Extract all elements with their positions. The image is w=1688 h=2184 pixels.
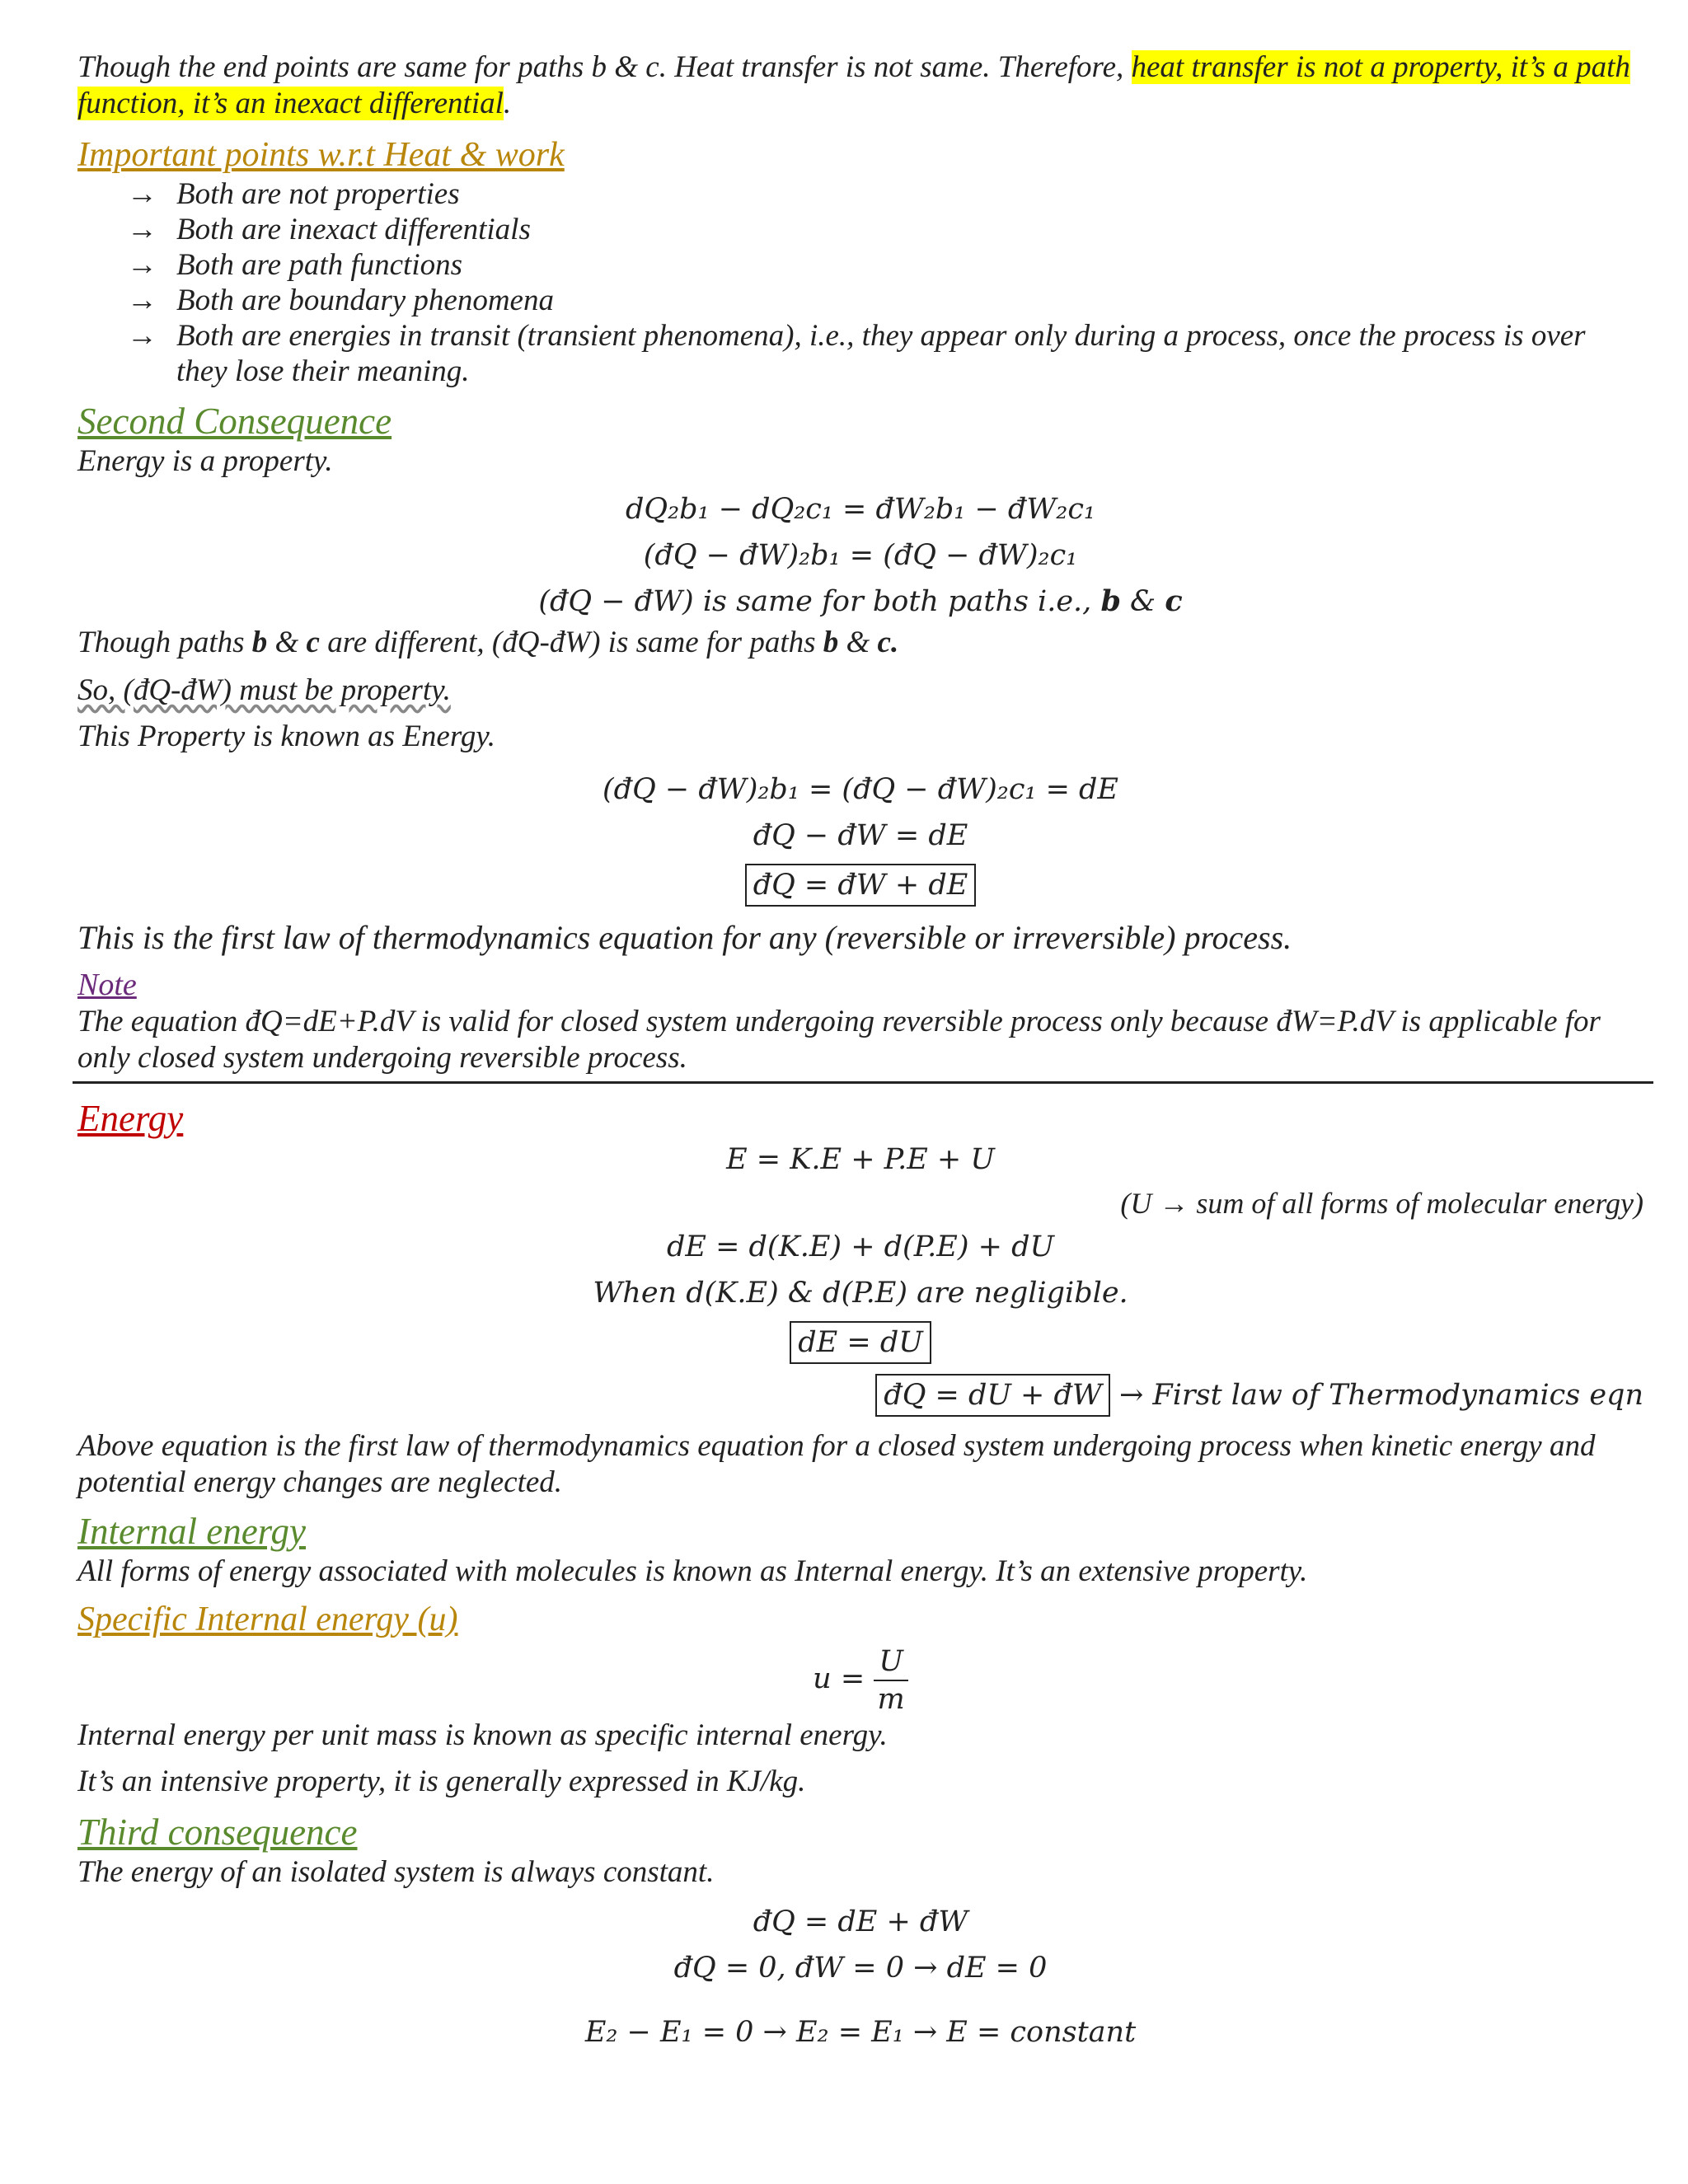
specific-text: Internal energy per unit mass is known as specific internal energy. [77, 1718, 888, 1752]
equation: E₂ − E₁ = 0 → E₂ = E₁ → E = constant [584, 2015, 1137, 2049]
equation: đQ = dE + đW [753, 1905, 968, 1938]
energy-text: Above equation is the first law of thermodynamics equation for a closed system undergoing process when kinetic energy and potential energy changes are neglected. [77, 1429, 1596, 1499]
internal-energy-text: All forms of energy associated with molecules is known as Internal energy. It’s an extensive property. [77, 1554, 1308, 1588]
specific-internal-energy-heading: Specific Internal energy (u) [77, 1601, 458, 1638]
fraction-equation: u = $\frac{U}{m}$ [77, 1641, 1643, 1718]
intensive-text: It’s an intensive property, it is generally expressed in KJ/kg. [77, 1764, 806, 1798]
equation: đQ = 0, đW = 0 → dE = 0 [673, 1951, 1048, 1985]
intro-end: . [503, 87, 512, 120]
third-consequence-heading: Third consequence [77, 1811, 358, 1853]
energy-heading: Energy [77, 1098, 184, 1139]
list-item: → Both are boundary phenomena [127, 284, 554, 317]
boxed-equation: dE = dU [77, 1319, 1643, 1366]
note-text: The equation đQ=dE+P.dV is valid for closed system undergoing reversible process only because đW=P.dV is applicable for only closed system undergoing reversible process. [77, 1005, 1601, 1075]
equation: (đQ − đW) is same for both paths i.e., b & c [538, 584, 1183, 618]
highlighted-text: heat transfer is not a property, it’s a path function, it’s an inexact differential [77, 50, 1630, 120]
energy-property-text: This Property is known as Energy. [77, 719, 496, 753]
paths-text: Though paths b & c are different, (đQ-đW) is same for paths b & c. [77, 626, 899, 659]
list-item: → Both are not properties [127, 177, 460, 211]
equation: dE = d(K.E) + d(P.E) + dU [667, 1230, 1054, 1263]
equation: (đQ − đW)₂b₁ = (đQ − đW)₂c₁ [643, 539, 1078, 572]
boxed-equation: đQ = đW + dE [77, 862, 1643, 908]
list-item: → Both are inexact differentials [127, 213, 531, 246]
important-points-heading: Important points w.r.t Heat & work [77, 136, 565, 174]
equation: When d(K.E) & d(P.E) are negligible. [593, 1277, 1128, 1310]
note-heading: Note [77, 968, 137, 1002]
important-points-list [77, 176, 1643, 389]
first-law-equation: đQ = dU + đW → First law of Thermodynamics eqn [77, 1372, 1643, 1418]
equation-annotation: (U → sum of all forms of molecular energy) [1120, 1187, 1643, 1220]
arrow-icon: → [127, 248, 157, 282]
list-item: → Both are energies in transit (transient phenomena), i.e., they appear only during a process, once the process is over they lose their meaning. [127, 319, 1586, 388]
third-text: The energy of an isolated system is always constant. [77, 1854, 715, 1889]
arrow-icon: → [127, 177, 157, 211]
document-page [77, 49, 1643, 2055]
equation: (đQ − đW)₂b₁ = (đQ − đW)₂c₁ = dE [603, 773, 1118, 806]
internal-energy-heading: Internal energy [77, 1511, 306, 1552]
equation: E = K.E + P.E + U [726, 1143, 995, 1176]
arrow-icon: → [127, 213, 157, 246]
divider [73, 1081, 1653, 1084]
intro-text: Though the end points are same for paths b & c. Heat transfer is not same. Therefore, [77, 50, 1132, 84]
list-item: → Both are path functions [127, 248, 463, 282]
arrow-icon: → [127, 284, 157, 317]
intro-paragraph [77, 49, 1643, 122]
equation: dQ₂b₁ − dQ₂c₁ = đW₂b₁ − đW₂c₁ [626, 493, 1095, 526]
fraction: $\frac{U}{m}$ [874, 1643, 908, 1718]
arrow-icon: → [127, 319, 157, 353]
equation: đQ − đW = dE [753, 819, 968, 852]
first-law-conclusion: This is the first law of thermodynamics equation for any (reversible or irreversible) process. [77, 919, 1292, 956]
property-text: So, (đQ-đW) must be property. [77, 673, 451, 707]
second-consequence-heading: Second Consequence [77, 401, 392, 442]
second-statement: Energy is a property. [77, 444, 333, 478]
